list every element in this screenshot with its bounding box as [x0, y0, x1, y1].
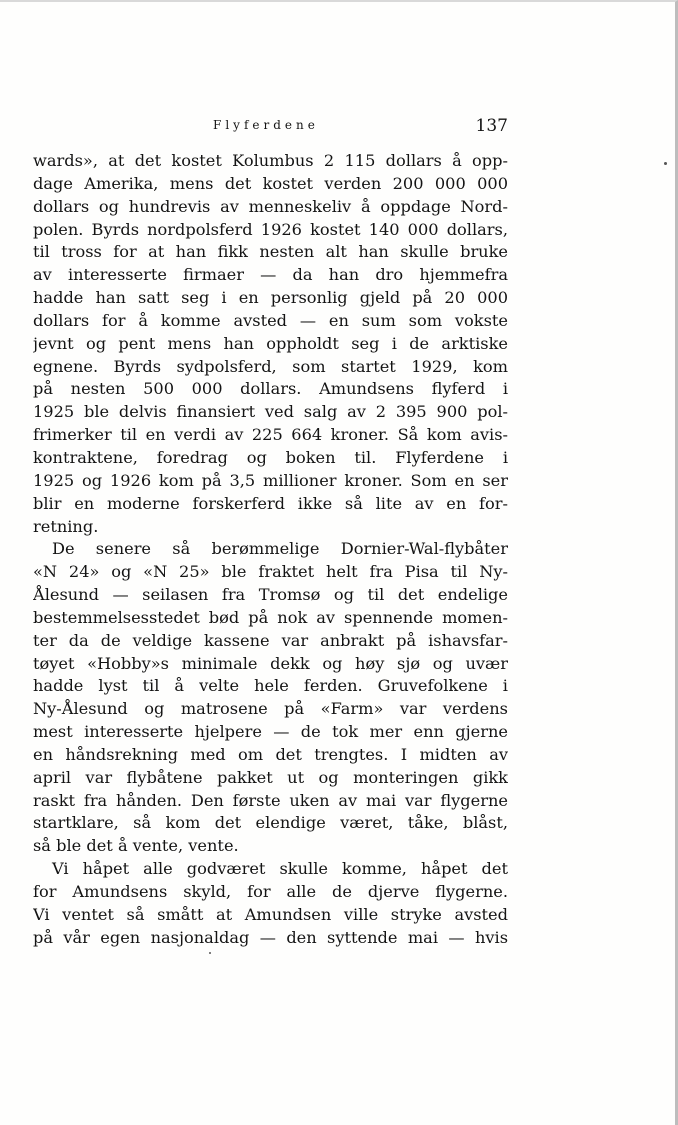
text-line: til tross for at han fikk nesten alt han skulle bruke [33, 242, 508, 262]
body-text [33, 150, 508, 950]
page-number: 137 [475, 116, 508, 136]
text-line: dage Amerika, mens det kostet verden 200 000 000 [33, 173, 508, 193]
text-line: retning. [33, 516, 99, 536]
text-line: så ble det å vente, vente. [33, 836, 239, 856]
text-line: kontraktene, foredrag og boken til. Flyferdene i [33, 447, 508, 467]
text-line: en håndsrekning med om det trengtes. I midten av [33, 744, 508, 764]
scan-speck [664, 162, 667, 165]
text-line: egnene. Byrds sydpolsferd, som startet 1929, kom [33, 356, 508, 376]
text-line: Ny-Ålesund og matrosene på «Farm» var verdens [33, 699, 508, 719]
text-line: dollars for å komme avsted — en sum som vokste [33, 310, 508, 330]
text-line: ter da de veldige kassene var anbrakt på ishavsfar- [33, 630, 508, 650]
text-line: jevnt og pent mens han oppholdt seg i de arktiske [33, 333, 508, 353]
running-title: Flyferdene [213, 118, 319, 132]
text-line: blir en moderne forskerferd ikke så lite av en for- [33, 493, 508, 513]
text-line: tøyet «Hobby»s minimale dekk og høy sjø og uvær [33, 653, 508, 673]
text-line: polen. Byrds nordpolsferd 1926 kostet 140 000 dollars, [33, 219, 508, 239]
text-line: hadde han satt seg i en personlig gjeld på 20 000 [33, 288, 508, 308]
text-line: Vi ventet så smått at Amundsen ville stryke avsted [33, 904, 508, 924]
text-line: 1925 og 1926 kom på 3,5 millioner kroner. Som en ser [33, 470, 508, 490]
text-line: for Amundsens skyld, for alle de djerve flygerne. [33, 882, 508, 901]
text-line: på vår egen nasjonaldag — den syttende mai — hvis [33, 927, 508, 947]
text-line: dollars og hundrevis av menneskeliv å oppdage Nord- [33, 196, 508, 216]
page-header [33, 116, 508, 140]
text-line: på nesten 500 000 dollars. Amundsens flyferd i [33, 379, 508, 399]
text-line: 1925 ble delvis finansiert ved salg av 2 395 900 pol- [33, 402, 508, 422]
text-line: frimerker til en verdi av 225 664 kroner. Så kom avis- [33, 425, 508, 445]
scan-speck [209, 952, 211, 954]
text-line: april var flybåtene pakket ut og monteringen gikk [33, 767, 508, 787]
text-line: wards», at det kostet Kolumbus 2 115 dollars å opp- [33, 151, 508, 170]
text-line: mest interesserte hjelpere — de tok mer enn gjerne [33, 722, 508, 742]
text-line: «N 24» og «N 25» ble fraktet helt fra Pisa til Ny- [33, 562, 508, 582]
text-line: av interesserte firmaer — da han dro hjemmefra [33, 265, 508, 285]
text-line: bestemmelsesstedet bød på nok av spennende momen- [33, 607, 508, 627]
text-line: startklare, så kom det elendige været, tåke, blåst, [33, 813, 508, 833]
text-line: Vi håpet alle godværet skulle komme, håpet det [52, 859, 508, 879]
text-line: De senere så berømmelige Dornier-Wal-flybåter [52, 539, 508, 559]
text-line: raskt fra hånden. Den første uken av mai var flygerne [33, 790, 508, 810]
text-line: hadde lyst til å velte hele ferden. Gruvefolkene i [33, 676, 508, 696]
text-line: Ålesund — seilasen fra Tromsø og til det endelige [33, 585, 508, 605]
